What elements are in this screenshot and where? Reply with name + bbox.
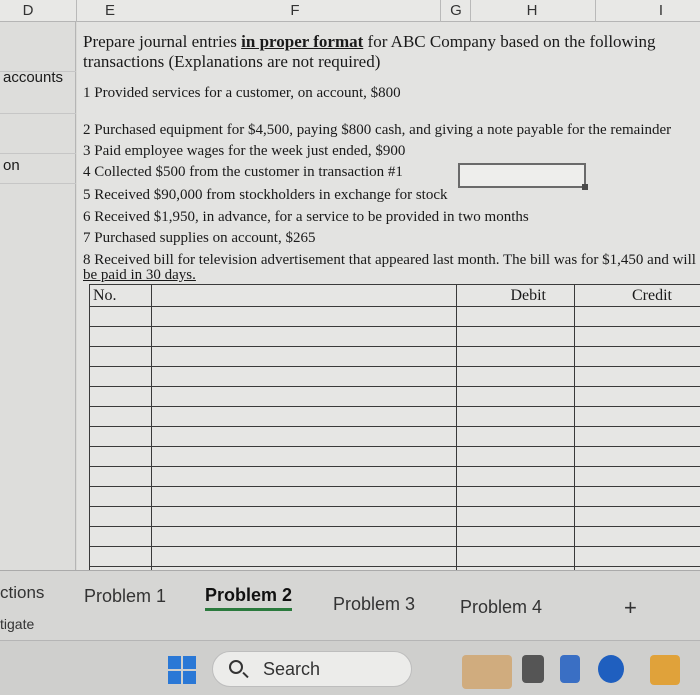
journal-cell[interactable] [152, 447, 457, 467]
journal-cell[interactable] [90, 487, 152, 507]
journal-row [90, 347, 700, 367]
column-header-h[interactable]: H [526, 2, 538, 19]
journal-cell[interactable] [90, 307, 152, 327]
journal-cell[interactable] [90, 347, 152, 367]
journal-cell[interactable] [90, 387, 152, 407]
column-header-row [0, 0, 700, 22]
cell-text: accounts [3, 69, 64, 86]
journal-cell[interactable] [90, 367, 152, 387]
fill-handle[interactable] [582, 184, 588, 190]
journal-cell[interactable] [152, 547, 457, 567]
column-separator [440, 0, 441, 22]
tab-problem-1[interactable]: Problem 1 [84, 586, 167, 606]
search-label: Search [263, 659, 321, 679]
windows-start-icon[interactable] [168, 656, 196, 684]
journal-table [89, 284, 700, 587]
journal-cell[interactable] [575, 387, 700, 407]
cell-on[interactable] [0, 154, 76, 184]
column-separator [470, 0, 471, 22]
journal-row [90, 427, 700, 447]
instruction-text: Prepare journal entries [83, 32, 242, 51]
instruction-line-2: transactions (Explanations are not required) [83, 52, 381, 71]
tab-problem-3[interactable]: Problem 3 [333, 594, 416, 614]
journal-cell[interactable] [90, 427, 152, 447]
journal-cell[interactable] [457, 367, 575, 387]
journal-cell[interactable] [152, 467, 457, 487]
left-column [0, 22, 76, 570]
column-header-i[interactable]: I [658, 2, 664, 19]
transaction-1: 1 Provided services for a customer, on account, $800 [83, 85, 401, 101]
journal-cell[interactable] [457, 467, 575, 487]
header-no: No. [90, 285, 152, 307]
journal-cell[interactable] [152, 367, 457, 387]
journal-header-row [90, 285, 700, 307]
journal-body [90, 307, 700, 587]
journal-cell[interactable] [152, 487, 457, 507]
cell[interactable] [0, 114, 76, 154]
journal-row [90, 387, 700, 407]
app-icon[interactable] [522, 655, 544, 683]
journal-cell[interactable] [90, 407, 152, 427]
journal-row [90, 487, 700, 507]
instruction-emphasis: in proper format [241, 32, 364, 51]
header-credit: Credit [575, 285, 700, 307]
transaction-5: 5 Received $90,000 from stockholders in exchange for stock [83, 187, 448, 203]
journal-cell[interactable] [457, 307, 575, 327]
journal-cell[interactable] [575, 467, 700, 487]
cell-text: on [3, 157, 20, 174]
journal-cell[interactable] [575, 347, 700, 367]
journal-cell[interactable] [90, 527, 152, 547]
header-account [152, 285, 457, 307]
transaction-3: 3 Paid employee wages for the week just ended, $900 [83, 143, 406, 159]
instruction-text: for ABC Company based on the following [363, 32, 656, 51]
sheet-tab-partial[interactable]: tigate [0, 616, 35, 632]
sheet-tab-partial[interactable]: ctions [0, 583, 45, 602]
transaction-6: 6 Received $1,950, in advance, for a service to be provided in two months [83, 209, 529, 225]
journal-cell[interactable] [152, 347, 457, 367]
journal-cell[interactable] [152, 327, 457, 347]
instruction-line-1 [83, 32, 656, 52]
journal-row [90, 447, 700, 467]
journal-row [90, 547, 700, 567]
column-header-e[interactable]: E [104, 2, 115, 19]
journal-row [90, 407, 700, 427]
search-icon [229, 660, 243, 674]
transaction-4: 4 Collected $500 from the customer in transaction #1 [83, 164, 403, 180]
journal-cell[interactable] [90, 467, 152, 487]
column-header-f[interactable]: F [290, 2, 300, 19]
transaction-8-continued: be paid in 30 days. [83, 267, 196, 283]
app-icon[interactable] [598, 655, 624, 683]
journal-cell[interactable] [457, 487, 575, 507]
journal-cell[interactable] [152, 507, 457, 527]
journal-cell[interactable] [457, 407, 575, 427]
journal-cell[interactable] [575, 407, 700, 427]
journal-cell[interactable] [457, 527, 575, 547]
worksheet[interactable] [77, 22, 700, 570]
journal-cell[interactable] [152, 407, 457, 427]
file-explorer-icon[interactable] [650, 655, 680, 685]
tab-problem-2[interactable]: Problem 2 [205, 585, 292, 611]
journal-cell[interactable] [90, 547, 152, 567]
transaction-8: 8 Received bill for television advertisement that appeared last month. The bill was for $1,450 and will [83, 252, 696, 268]
journal-cell[interactable] [457, 547, 575, 567]
journal-cell[interactable] [575, 307, 700, 327]
cell[interactable] [0, 22, 76, 72]
taskbar-search[interactable] [212, 651, 412, 687]
journal-row [90, 527, 700, 547]
journal-cell[interactable] [152, 307, 457, 327]
journal-cell[interactable] [152, 527, 457, 547]
journal-cell[interactable] [457, 427, 575, 447]
journal-cell[interactable] [90, 327, 152, 347]
column-separator [76, 0, 77, 22]
tab-problem-4[interactable]: Problem 4 [460, 597, 543, 617]
journal-cell[interactable] [152, 427, 457, 447]
journal-row [90, 307, 700, 327]
transaction-2: 2 Purchased equipment for $4,500, paying $800 cash, and giving a note payable for the remainder [83, 122, 672, 138]
cell-accounts[interactable] [0, 69, 76, 114]
journal-row [90, 367, 700, 387]
journal-cell[interactable] [152, 387, 457, 407]
journal-cell[interactable] [457, 447, 575, 467]
add-sheet-button[interactable]: + [624, 595, 637, 620]
transaction-7: 7 Purchased supplies on account, $265 [83, 230, 316, 246]
journal-cell[interactable] [575, 427, 700, 447]
journal-row [90, 467, 700, 487]
folder-app-icon[interactable] [462, 655, 512, 689]
journal-row [90, 507, 700, 527]
journal-cell[interactable] [457, 347, 575, 367]
journal-cell[interactable] [575, 527, 700, 547]
journal-cell[interactable] [90, 447, 152, 467]
journal-cell[interactable] [457, 507, 575, 527]
journal-row [90, 327, 700, 347]
column-header-d[interactable]: D [22, 2, 34, 19]
journal-cell[interactable] [575, 367, 700, 387]
sheet-tabs-bar [0, 570, 700, 640]
journal-cell[interactable] [457, 327, 575, 347]
journal-cell[interactable] [575, 487, 700, 507]
journal-cell[interactable] [575, 447, 700, 467]
store-icon[interactable] [560, 655, 580, 683]
journal-cell[interactable] [575, 547, 700, 567]
journal-cell[interactable] [575, 507, 700, 527]
taskbar [0, 640, 700, 695]
header-debit: Debit [457, 285, 575, 307]
column-header-g[interactable]: G [450, 2, 462, 19]
selected-cell[interactable] [458, 163, 586, 188]
journal-cell[interactable] [90, 507, 152, 527]
journal-cell[interactable] [457, 387, 575, 407]
column-separator [595, 0, 596, 22]
journal-cell[interactable] [575, 327, 700, 347]
